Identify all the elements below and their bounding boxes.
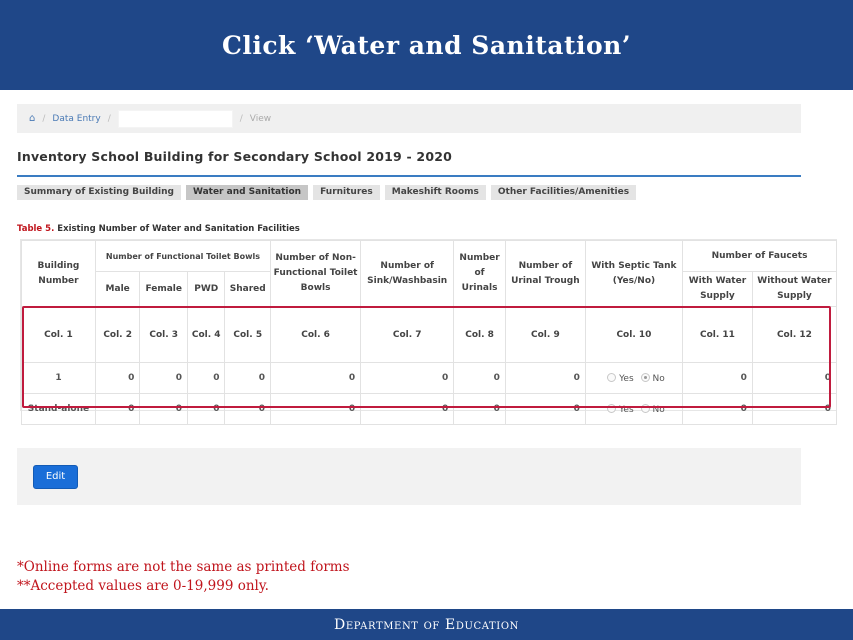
cell-male: 0 [95, 394, 140, 425]
cell-shared: 0 [225, 363, 271, 394]
septic-no-label: No [652, 404, 665, 415]
slide-title: Click ‘Water and Sanitation’ [221, 30, 632, 60]
col-number: Col. 3 [140, 307, 188, 363]
col-number: Col. 8 [454, 307, 506, 363]
septic-yes-label: Yes [619, 373, 634, 384]
septic-no-label: No [652, 373, 665, 384]
septic-yes-label: Yes [619, 404, 634, 415]
cell-shared: 0 [225, 394, 271, 425]
title-divider [17, 175, 801, 177]
table-row [22, 363, 837, 394]
cell-building: 1 [22, 363, 96, 394]
breadcrumb-separator: / [42, 113, 46, 124]
breadcrumb-data-entry[interactable]: Data Entry [52, 113, 101, 124]
header-sink-washbasin: Number of Sink/Washbasin [361, 241, 454, 307]
table-caption-tag: Table 5. [17, 224, 55, 234]
col-number: Col. 4 [188, 307, 225, 363]
col-number: Col. 1 [22, 307, 96, 363]
header-non-functional-toilet-bowls: Number of Non-Functional Toilet Bowls [271, 241, 361, 307]
cell-urinals: 0 [454, 363, 506, 394]
cell-without-water: 0 [752, 394, 836, 425]
header-shared: Shared [225, 272, 271, 307]
tab-makeshift-rooms[interactable]: Makeshift Rooms [385, 185, 486, 200]
header-functional-toilet-bowls: Number of Functional Toilet Bowls [95, 241, 270, 272]
cell-urinals: 0 [454, 394, 506, 425]
header-without-water-supply: Without Water Supply [752, 272, 836, 307]
cell-pwd: 0 [188, 363, 225, 394]
col-number: Col. 11 [683, 307, 753, 363]
breadcrumb-separator: / [107, 113, 111, 124]
table-caption [17, 224, 300, 234]
slide-footer [0, 609, 853, 640]
department-label: Department of Education [334, 616, 519, 633]
header-building-number: Building Number [22, 241, 96, 307]
table-row [22, 394, 837, 425]
cell-with-water: 0 [683, 363, 753, 394]
header-urinals: Number of Urinals [454, 241, 506, 307]
breadcrumb-separator: / [239, 113, 243, 124]
note-accepted-values: **Accepted values are 0-19,999 only. [17, 578, 269, 594]
septic-no-radio[interactable] [641, 404, 650, 413]
cell-sink: 0 [361, 363, 454, 394]
header-septic-tank: With Septic Tank (Yes/No) [585, 241, 682, 307]
cell-urinal-trough: 0 [505, 394, 585, 425]
col-number: Col. 9 [505, 307, 585, 363]
col-number: Col. 10 [585, 307, 682, 363]
tab-other-facilities[interactable]: Other Facilities/Amenities [491, 185, 636, 200]
cell-septic-tank [585, 363, 682, 394]
header-faucets: Number of Faucets [683, 241, 837, 272]
septic-yes-radio[interactable] [607, 373, 616, 382]
cell-female: 0 [140, 363, 188, 394]
cell-non-functional: 0 [271, 394, 361, 425]
col-number: Col. 6 [271, 307, 361, 363]
col-number: Col. 5 [225, 307, 271, 363]
cell-septic-tank [585, 394, 682, 425]
edit-panel [17, 448, 801, 505]
col-number: Col. 2 [95, 307, 140, 363]
septic-yes-radio[interactable] [607, 404, 616, 413]
cell-female: 0 [140, 394, 188, 425]
note-online-forms: *Online forms are not the same as printed forms [17, 559, 350, 575]
header-with-water-supply: With Water Supply [683, 272, 753, 307]
tab-furnitures[interactable]: Furnitures [313, 185, 380, 200]
cell-with-water: 0 [683, 394, 753, 425]
water-sanitation-table-container [20, 239, 837, 415]
cell-male: 0 [95, 363, 140, 394]
septic-no-radio[interactable] [641, 373, 650, 382]
water-sanitation-table [21, 240, 837, 425]
breadcrumb-view: View [249, 113, 272, 124]
table-caption-text: Existing Number of Water and Sanitation Facilities [57, 224, 300, 234]
cell-non-functional: 0 [271, 363, 361, 394]
header-pwd: PWD [188, 272, 225, 307]
home-icon[interactable]: ⌂ [29, 113, 36, 124]
slide-title-bar [0, 0, 853, 90]
breadcrumb [17, 104, 801, 133]
page-title: Inventory School Building for Secondary School 2019 - 2020 [17, 149, 453, 164]
header-male: Male [95, 272, 140, 307]
cell-sink: 0 [361, 394, 454, 425]
cell-building: Stand-alone [22, 394, 96, 425]
notes [17, 558, 350, 596]
cell-pwd: 0 [188, 394, 225, 425]
tab-summary-existing-building[interactable]: Summary of Existing Building [17, 185, 181, 200]
edit-button[interactable]: Edit [33, 465, 78, 489]
breadcrumb-school-field[interactable] [118, 110, 233, 128]
col-number: Col. 12 [752, 307, 836, 363]
col-number: Col. 7 [361, 307, 454, 363]
tab-water-and-sanitation[interactable]: Water and Sanitation [186, 185, 308, 200]
cell-without-water: 0 [752, 363, 836, 394]
cell-urinal-trough: 0 [505, 363, 585, 394]
tab-bar [17, 185, 636, 200]
header-urinal-trough: Number of Urinal Trough [505, 241, 585, 307]
header-female: Female [140, 272, 188, 307]
